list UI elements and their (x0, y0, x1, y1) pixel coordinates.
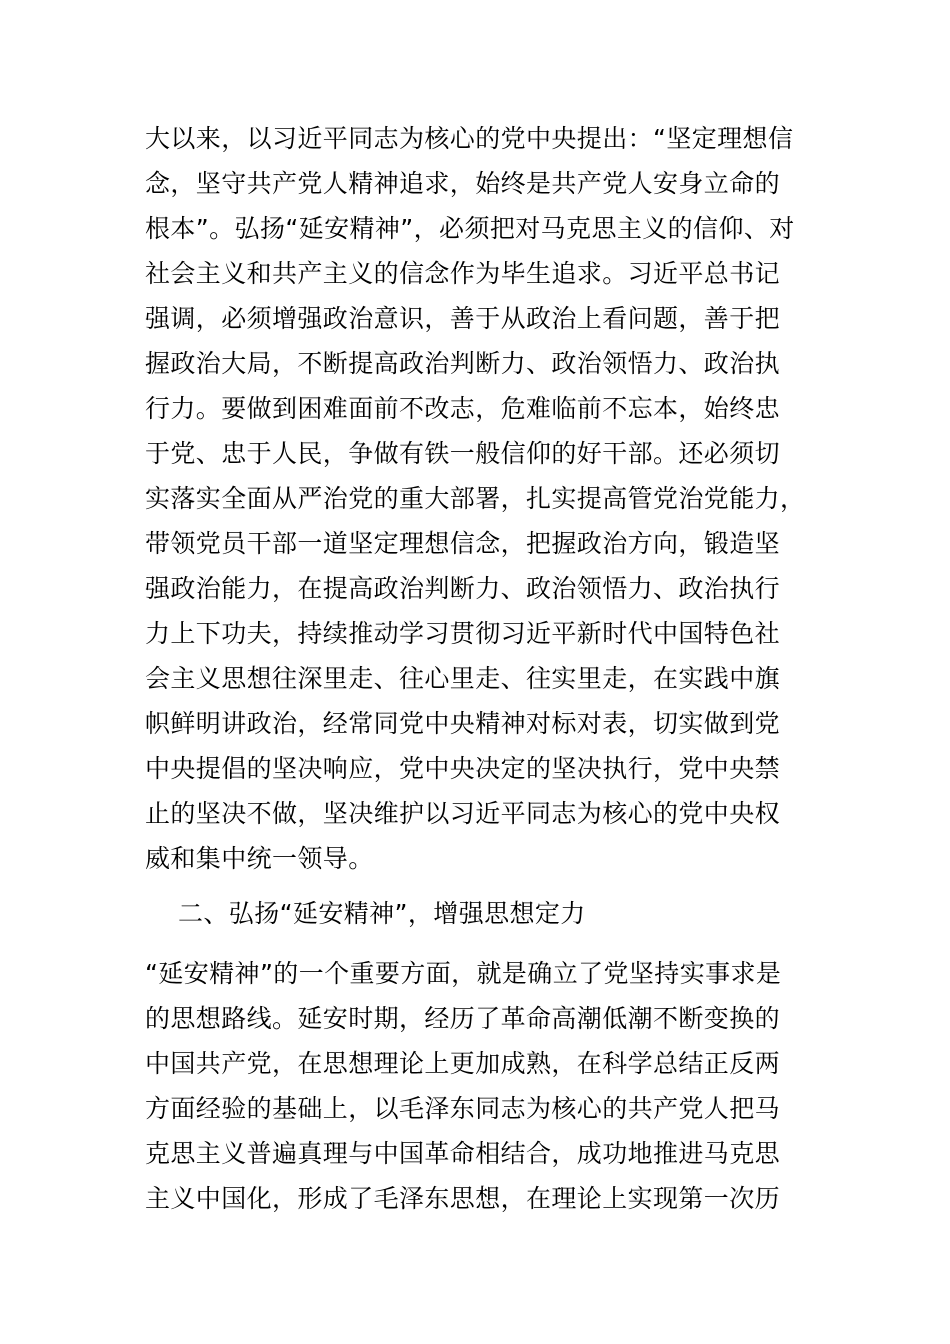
paragraph-line: 会主义思想往深里走、往心里走、往实里走，在实践中旗 (145, 664, 781, 693)
paragraph-line: 方面经验的基础上，以毛泽东同志为核心的共产党人把马 (145, 1094, 781, 1123)
paragraph-line: 社会主义和共产主义的信念作为毕生追求。习近平总书记 (145, 259, 781, 288)
section-heading (178, 891, 848, 936)
paragraph-line: 帜鲜明讲政治，经常同党中央精神对标对表，切实做到党 (145, 709, 781, 738)
paragraph-line: 的思想路线。延安时期，经历了革命高潮低潮不断变换的 (145, 1004, 781, 1033)
paragraph-line: 于党、忠于人民，争做有铁一般信仰的好干部。还必须切 (145, 439, 781, 468)
paragraph-line: 中央提倡的坚决响应，党中央决定的坚决执行，党中央禁 (145, 754, 781, 783)
paragraph-line: 强政治能力，在提高政治判断力、政治领悟力、政治执行 (145, 574, 781, 603)
paragraph-line: 克思主义普遍真理与中国革命相结合，成功地推进马克思 (145, 1139, 781, 1168)
paragraph-line: 带领党员干部一道坚定理想信念，把握政治方向，锻造坚 (145, 529, 781, 558)
paragraph-line: 实落实全面从严治党的重大部署，扎实提高管党治党能力， (145, 484, 806, 513)
paragraph-line: 威和集中统一领导。 (145, 844, 374, 873)
paragraph-line: 力上下功夫，持续推动学习贯彻习近平新时代中国特色社 (145, 619, 781, 648)
section-heading-text: 二、弘扬“延安精神”，增强思想定力 (178, 899, 586, 928)
paragraph-line: 大以来，以习近平同志为核心的党中央提出：“坚定理想信 (145, 124, 794, 153)
paragraph-line: 止的坚决不做，坚决维护以习近平同志为核心的党中央权 (145, 799, 781, 828)
paragraph-line: 握政治大局，不断提高政治判断力、政治领悟力、政治执 (145, 349, 781, 378)
paragraph-line: 念，坚守共产党人精神追求，始终是共产党人安身立命的 (145, 169, 781, 198)
paragraph-line: 根本”。弘扬“延安精神”，必须把对马克思主义的信仰、对 (145, 214, 795, 243)
paragraph-line: 中国共产党，在思想理论上更加成熟，在科学总结正反两 (145, 1049, 781, 1078)
paragraph-line: “延安精神”的一个重要方面，就是确立了党坚持实事求是 (145, 959, 782, 988)
paragraph-line: 强调，必须增强政治意识，善于从政治上看问题，善于把 (145, 304, 781, 333)
body-paragraph-2 (145, 951, 815, 1221)
paragraph-line: 主义中国化，形成了毛泽东思想，在理论上实现第一次历 (145, 1184, 781, 1213)
body-paragraph-1 (145, 116, 815, 881)
paragraph-line: 行力。要做到困难面前不改志，危难临前不忘本，始终忠 (145, 394, 781, 423)
